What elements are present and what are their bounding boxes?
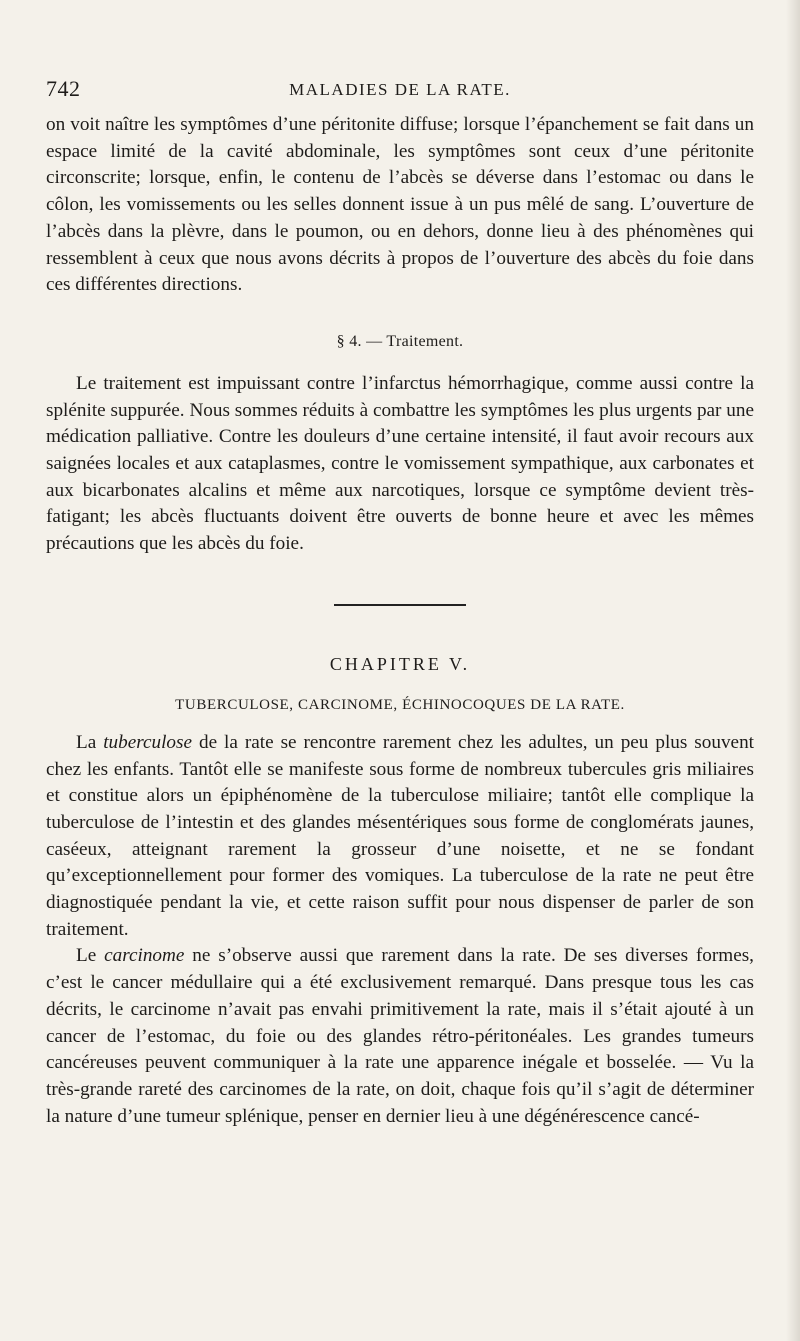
paragraph-tuberculose-text: de la rate se rencontre rarement chez les adultes, un peu plus souvent chez les enfants. Tantôt elle se manifeste sous forme de nombreux tubercules gris miliaires et constitue alors un épiphénomène de la tuberculose miliaire; tantôt elle complique la tuberculose de l’intestin et des glandes mésentériques sous forme de conglomérats jaunes, caséeux, atteignant rarement la grosseur d’une noisette, et ne se fondant qu’exceptionnellement pour former des vomiques. La tuberculose de la rate ne peut être diagnostiquée pendant la vie, et cette raison suffit pour nous dispenser de parler de son traitement.	[46, 731, 754, 940]
page-edge-shadow	[786, 0, 800, 1341]
running-head	[46, 76, 754, 112]
term-carcinome: carcinome	[104, 945, 185, 967]
chapter-divider	[334, 604, 466, 606]
paragraph-abscess-opening: on voit naître les symptômes d’une péritonite diffuse; lorsque l’épanchement se fait dans un espace limité de la cavité abdominale, les symptômes sont ceux d’une péritonite circonscrite; lorsque, enfin, le contenu de l’abcès se déverse dans l’estomac ou dans le côlon, les vomissements ou les selles donnent issue à un pus mêlé de sang. L’ouverture de l’abcès dans la plèvre, dans le poumon, ou en dehors, donne lieu à des phénomènes qui ressemblent à ceux que nous avons décrits à propos de l’ouverture des abcès du foie dans ces différentes directions.	[46, 114, 754, 296]
paragraph-tuberculose-lead: La	[76, 731, 104, 753]
section-title-traitement: § 4. — Traitement.	[336, 332, 464, 350]
paragraph-carcinome-lead: Le	[76, 945, 105, 967]
paragraph-carcinome	[46, 943, 754, 1130]
paragraph-traitement: Le traitement est impuissant contre l’infarctus hémorrhagique, comme aussi contre la splénite suppurée. Nous sommes réduits à combattre les symptômes les plus urgents par une médication palliative. Contre les douleurs d’une certaine intensité, il faut avoir recours aux saignées locales et aux cataplasmes, contre le vomissement sympathique, aux carbonates et aux bicarbonates alcalins et même aux narcotiques, lorsque ce symptôme devient très-fatigant; les abcès fluctuants doivent être ouverts de bonne heure et avec les mêmes précautions que les abcès du foie.	[46, 372, 754, 555]
running-title: MALADIES DE LA RATE.	[289, 80, 511, 99]
paragraph-carcinome-text: ne s’observe aussi que rarement dans la rate. De ses diverses formes, c’est le cancer médullaire qui a été exclusivement remarqué. Dans presque tous les cas décrits, le carcinome n’avait pas envahi primitivement la rate, mais il s’était ajouté à un cancer de l’estomac, du foie ou des glandes rétro-péritonéales. Les grandes tumeurs cancéreuses peuvent communiquer à la rate une apparence inégale et bosselée. — Vu la très-grande rareté des carcinomes de la rate, on doit, chaque fois qu’il s’agit de déterminer la nature d’une tumeur splénique, penser en dernier lieu à une dégénérescence cancé-	[46, 945, 754, 1127]
page-number: 742	[46, 76, 81, 101]
term-tuberculose: tuberculose	[103, 731, 193, 753]
chapter-subtitle: TUBERCULOSE, CARCINOME, ÉCHINOCOQUES DE LA RATE.	[175, 696, 625, 713]
chapter-title: CHAPITRE V.	[329, 653, 471, 674]
paragraph-tuberculose	[46, 730, 754, 944]
book-page	[46, 76, 754, 1130]
